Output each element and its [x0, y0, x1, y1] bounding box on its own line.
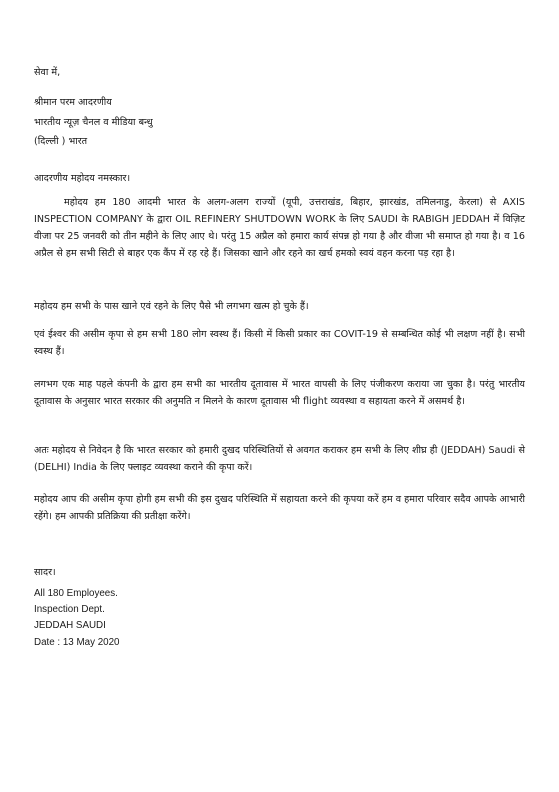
paragraph-4: लगभग एक माह पहले कंपनी के द्वारा हम सभी का भारतीय दूतावास में भारत वापसी के लिए पंजीकरण कराया जा चुका है। परंतु भारतीय दूतावास के अनुसार भारत सरकार की अनुमति न मिलने के कारण दूतावास भी flight व्यवस्था व सहायता करने में असमर्थ है। [34, 379, 525, 407]
recipient-line-2: भारतीय न्यूज़ चैनल व मीडिया बन्धु [34, 117, 153, 128]
paragraph-5: अतः महोदय से निवेदन है कि भारत सरकार को हमारी दुखद परिस्थितियों से अवगत कराकर हम सभी के लिए शीघ्र ही (JEDDAH) Saudi से (DELHI) India के लिए फ्लाइट व्यवस्था कराने की कृपा करें। [34, 445, 525, 473]
paragraph-2: महोदय हम सभी के पास खाने एवं रहने के लिए पैसे भी लगभग खत्म हो चुके हैं। [34, 301, 309, 312]
paragraph-3: एवं ईश्वर की असीम कृपा से हम सभी 180 लोग स्वस्थ हैं। किसी में किसी प्रकार का COVIT-19 से सम्बन्धित कोई भी लक्षण नहीं है। सभी स्वस्थ हैं। [34, 329, 525, 357]
signature-date: Date : 13 May 2020 [34, 637, 120, 648]
greeting: आदरणीय महोदय नमस्कार। [34, 173, 131, 184]
salutation-to: सेवा में, [34, 67, 61, 78]
signature-line-2: Inspection Dept. [34, 604, 105, 615]
recipient-line-3: (दिल्ली ) भारत [34, 136, 88, 147]
closing: सादर। [34, 567, 56, 578]
recipient-line-1: श्रीमान परम आदरणीय [34, 97, 112, 108]
signature-line-3: JEDDAH SAUDI [34, 620, 106, 631]
signature-line-1: All 180 Employees. [34, 588, 118, 599]
paragraph-1: महोदय हम 180 आदमी भारत के अलग-अलग राज्यों (यूपी, उत्तराखंड, बिहार, झारखंड, तमिलनाडु, केरला) से AXIS INSPECTION COMPANY के द्वारा OIL REFINERY SHUTDOWN WORK के लिए SAUDI के RABIGH JEDDAH में विज़िट वीजा पर 25 जनवरी को तीन महीने के लिए आए थे। परंतु 15 अप्रैल को हमारा कार्य संपन्न हो गया है और वीजा भी समाप्त हो गया है। व 16 अप्रैल से हम सभी सिटी से बाहर एक कैंप में रह रहे हैं। जिसका खाने और रहने का खर्च हमको स्वयं वहन करना पड़ रहा है। [34, 197, 525, 259]
paragraph-6: महोदय आप की असीम कृपा होगी हम सभी की इस दुखद परिस्थिति में सहायता करने की कृपया करें हम व हमारा परिवार सदैव आपके आभारी रहेंगे। हम आपकी प्रतिक्रिया की प्रतीक्षा करेंगे। [34, 494, 525, 522]
